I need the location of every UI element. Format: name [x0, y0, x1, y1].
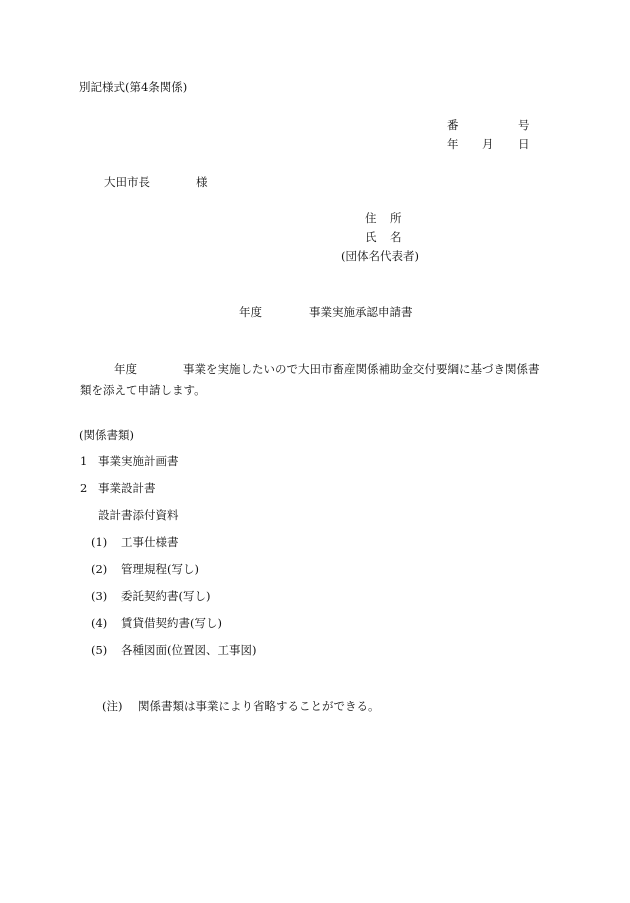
- attachment-number: (2): [91, 562, 108, 576]
- document-item-label: 事業実施計画書: [98, 454, 179, 468]
- number-ban-label: 番: [447, 118, 459, 132]
- date-day-label: 日: [518, 137, 530, 151]
- title-year: 年度: [239, 305, 262, 319]
- body-line-2: 類を添えて申請します。: [80, 383, 206, 397]
- note-text: 関係書類は事業により省略することができる。: [138, 699, 380, 713]
- applicant-address-label-1: 住: [365, 211, 377, 225]
- attachment-label: 賃貸借契約書(写し): [121, 616, 222, 630]
- date-year-label: 年: [447, 137, 459, 151]
- page-title: 事業実施承認申請書: [309, 305, 413, 319]
- documents-heading: (関係書類): [79, 428, 134, 442]
- document-item-number: 2: [80, 481, 88, 495]
- form-label: 別記様式(第4条関係): [79, 80, 188, 94]
- date-month-label: 月: [482, 137, 494, 151]
- addressee-honorific: 様: [196, 175, 208, 189]
- attachment-label: 各種図面(位置図、工事図): [121, 643, 257, 657]
- addressee-name: 大田市長: [104, 175, 150, 189]
- body-line-1: 事業を実施したいので大田市畜産関係補助金交付要綱に基づき関係書: [183, 362, 540, 376]
- applicant-name-label-1: 氏: [365, 230, 377, 244]
- attachments-heading: 設計書添付資料: [98, 508, 179, 522]
- number-go-label: 号: [518, 118, 530, 132]
- attachment-number: (3): [91, 589, 108, 603]
- document-item-number: 1: [80, 454, 88, 468]
- attachment-label: 管理規程(写し): [121, 562, 199, 576]
- attachment-number: (4): [91, 616, 108, 630]
- attachment-label: 工事仕様書: [121, 535, 179, 549]
- applicant-name-label-2: 名: [390, 230, 402, 244]
- note-mark: (注): [102, 699, 123, 713]
- attachment-number: (5): [91, 643, 108, 657]
- applicant-representative: (団体名代表者): [341, 249, 419, 263]
- document-item-label: 事業設計書: [98, 481, 156, 495]
- attachment-label: 委託契約書(写し): [121, 589, 211, 603]
- body-year: 年度: [114, 362, 137, 376]
- attachment-number: (1): [91, 535, 108, 549]
- applicant-address-label-2: 所: [390, 211, 402, 225]
